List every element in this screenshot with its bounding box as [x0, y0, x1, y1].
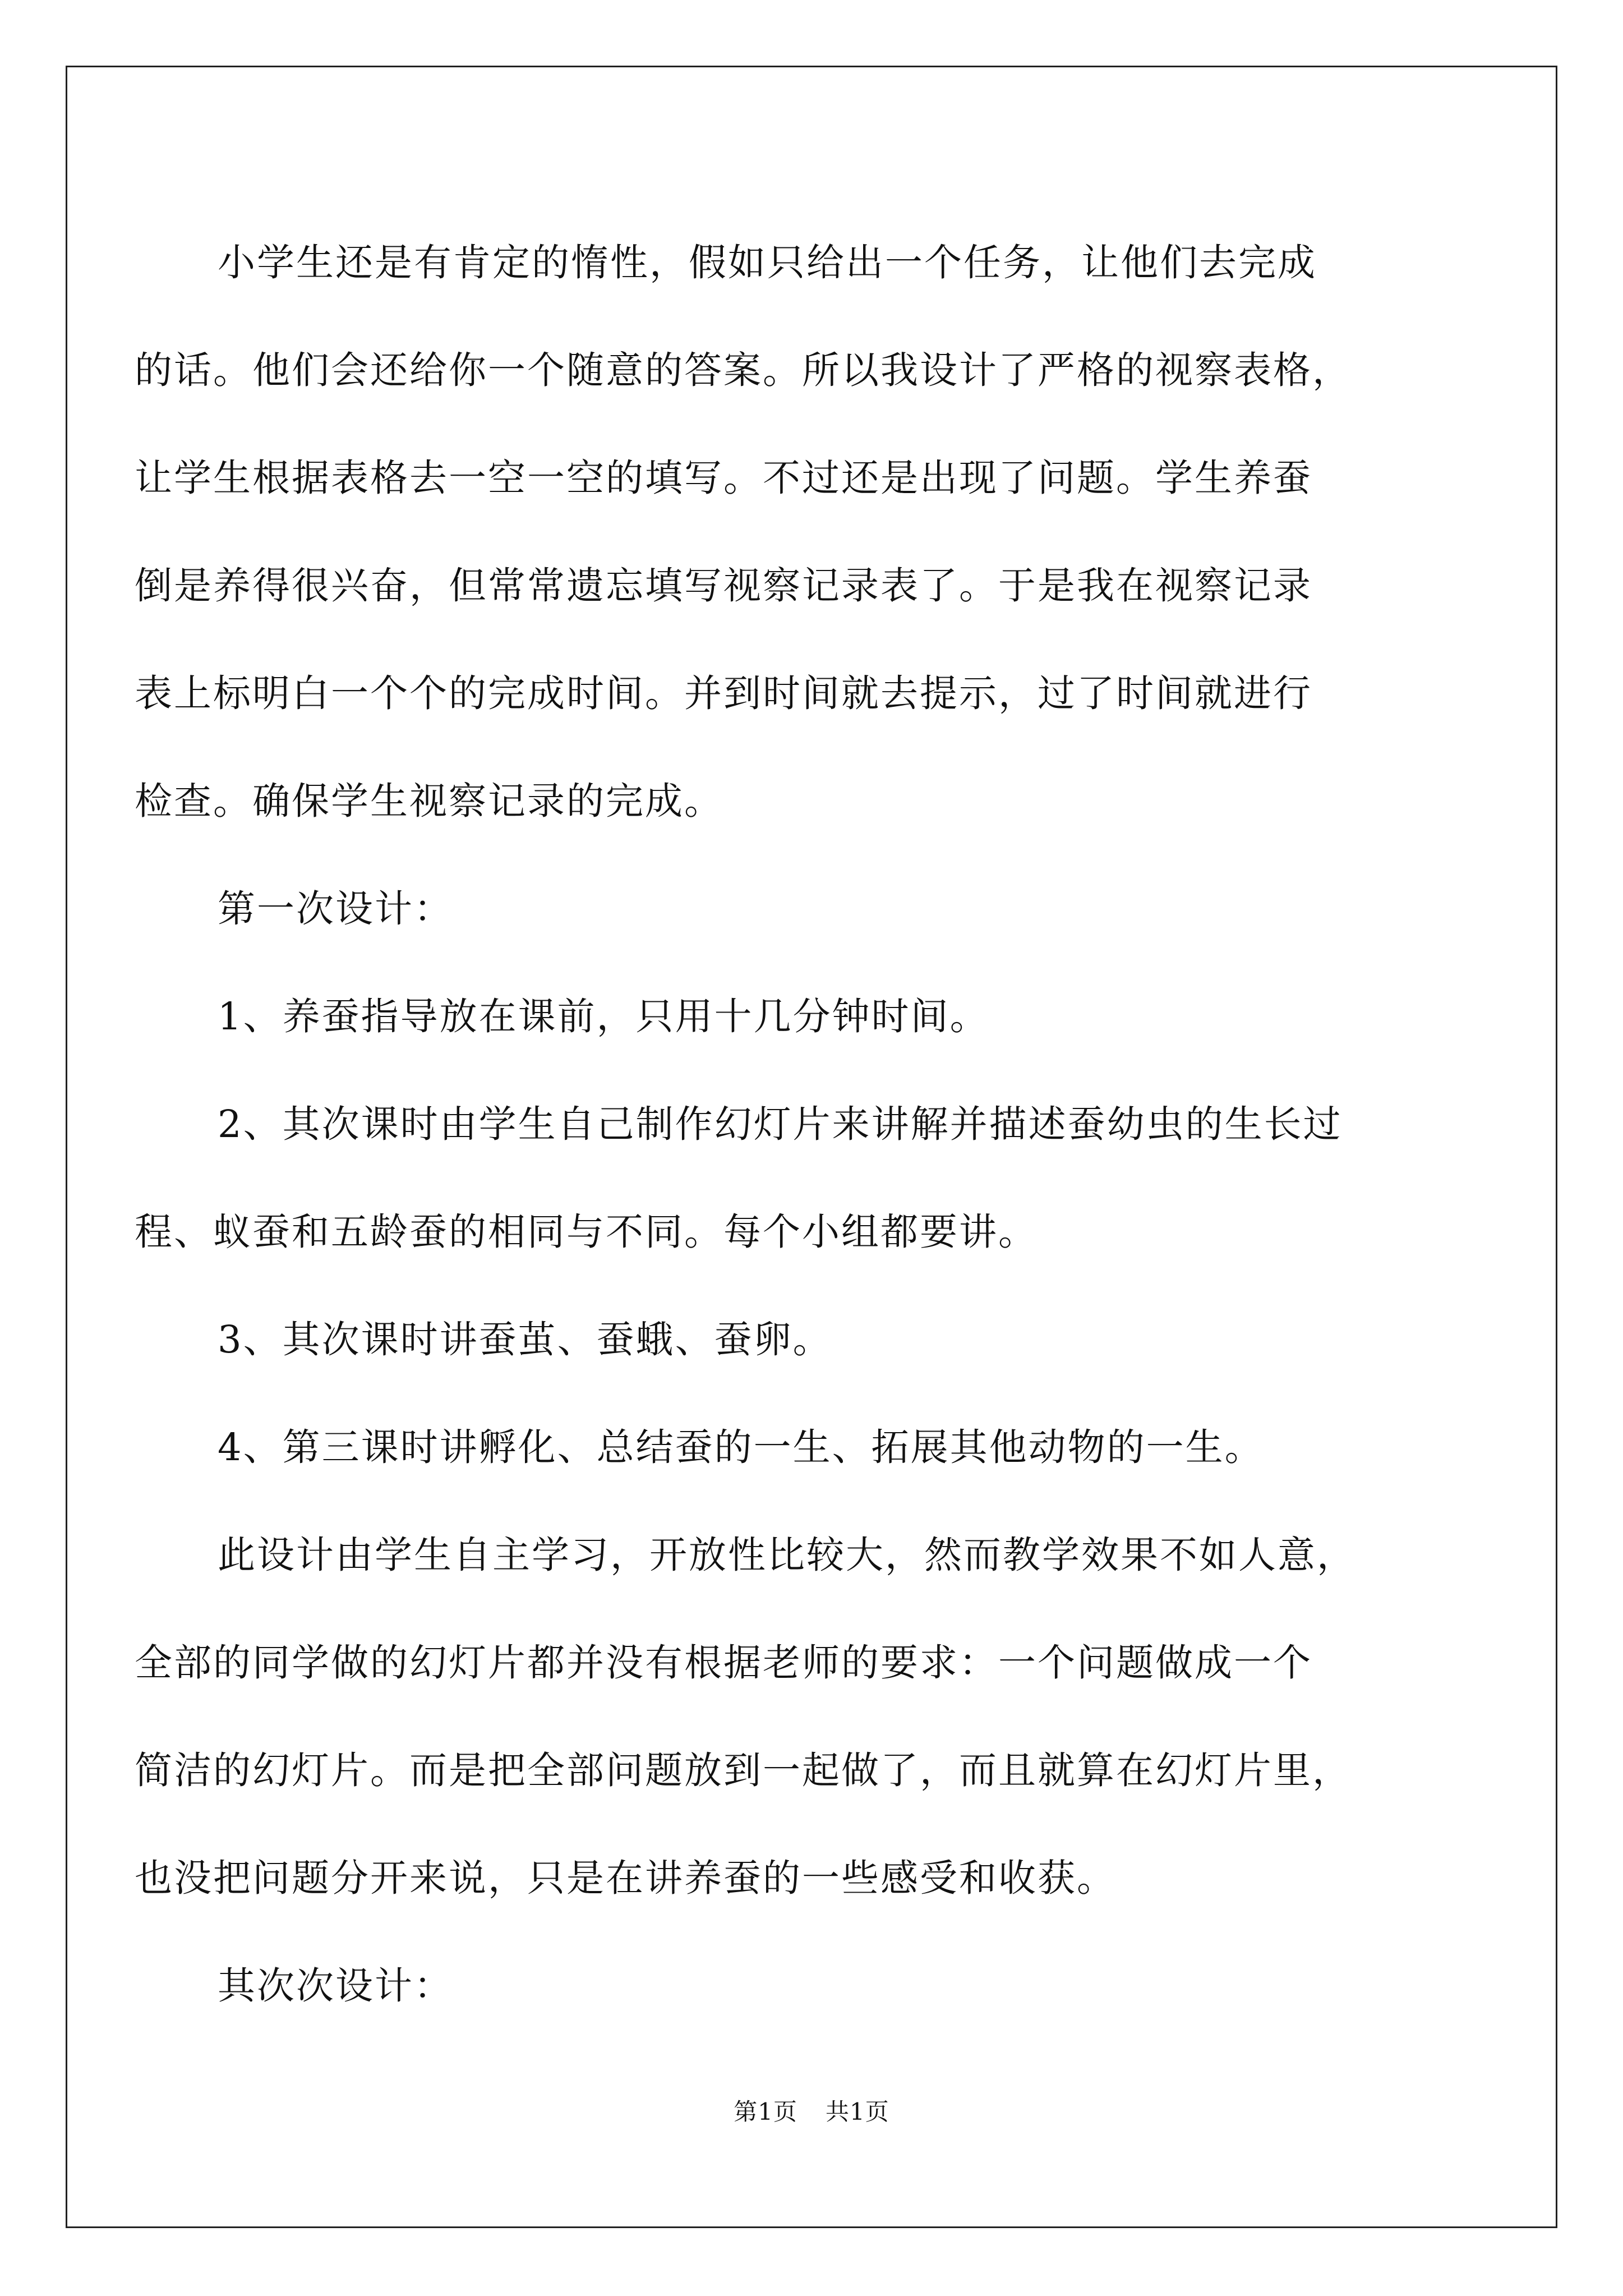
- paragraph-line: 倒是养得很兴奋，但常常遗忘填写视察记录表了。于是我在视察记录: [135, 564, 1312, 608]
- paragraph-line: 表上标明白一个个的完成时间。并到时间就去提示，过了时间就进行: [135, 671, 1312, 715]
- paragraph-line: 让学生根据表格去一空一空的填写。不过还是出现了问题。学生养蚕: [135, 456, 1312, 500]
- list-item: 1、养蚕指导放在课前，只用十几分钟时间。: [218, 995, 989, 1038]
- list-item-continuation: 程、蚁蚕和五龄蚕的相同与不同。每个小组都要讲。: [135, 1210, 1038, 1254]
- list-item: 3、其次课时讲蚕茧、蚕蛾、蚕卵。: [218, 1318, 832, 1361]
- list-item: 4、第三课时讲孵化、总结蚕的一生、拓展其他动物的一生。: [218, 1425, 1264, 1469]
- page-number: 第1页: [734, 2098, 797, 2125]
- paragraph-line: 也没把问题分开来说，只是在讲养蚕的一些感受和收获。: [135, 1856, 1116, 1900]
- section-heading: 其次次设计：: [218, 1964, 453, 2008]
- document-body: [135, 209, 1424, 2040]
- paragraph-line: 简洁的幻灯片。而是把全部问题放到一起做了，而且就算在幻灯片里，: [135, 1749, 1352, 1792]
- list-item: 2、其次课时由学生自己制作幻灯片来讲解并描述蚕幼虫的生长过: [218, 1102, 1343, 1146]
- paragraph-line: 的话。他们会还给你一个随意的答案。所以我设计了严格的视察表格，: [135, 348, 1352, 392]
- paragraph-line: 小学生还是有肯定的惰性，假如只给出一个任务，让他们去完成: [218, 241, 1317, 284]
- page-footer: [0, 2095, 1623, 2129]
- paragraph-line: 此设计由学生自主学习，开放性比较大，然而教学效果不如人意，: [218, 1533, 1356, 1577]
- page-total: 共1页: [826, 2098, 889, 2125]
- paragraph-line: 检查。确保学生视察记录的完成。: [135, 779, 723, 823]
- section-heading: 第一次设计：: [218, 887, 453, 931]
- paragraph-line: 全部的同学做的幻灯片都并没有根据老师的要求：一个问题做成一个: [135, 1641, 1312, 1685]
